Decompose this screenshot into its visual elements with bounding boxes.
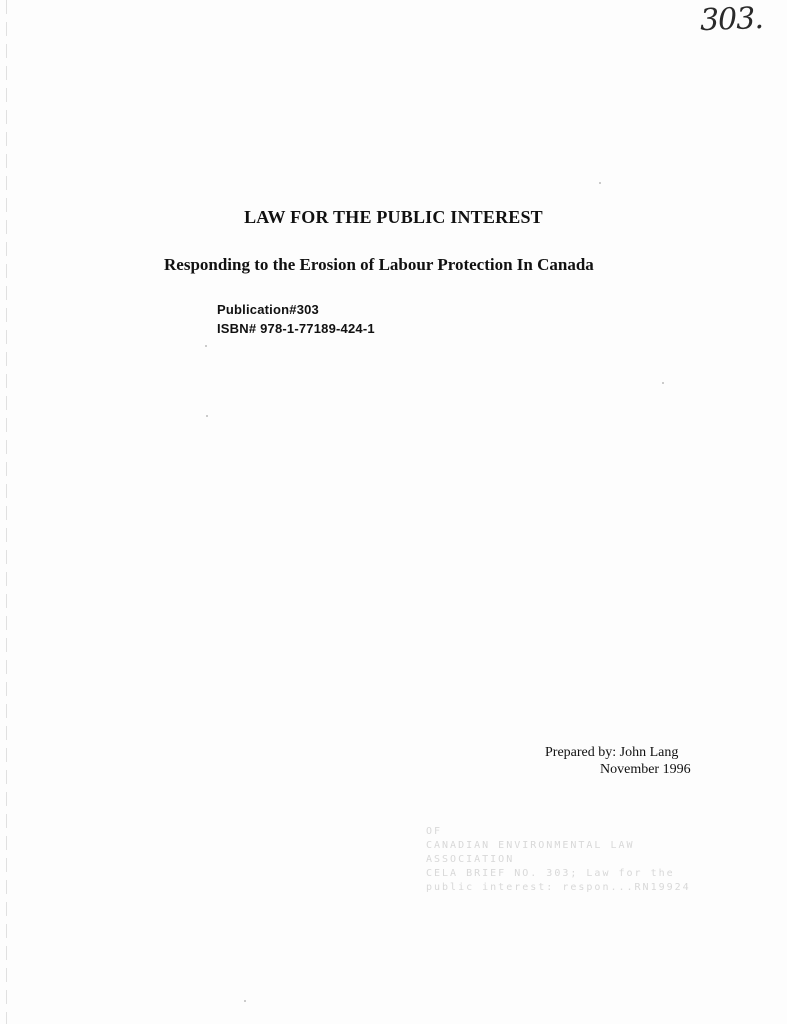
stamp-line-5: public interest: respon...RN19924 xyxy=(426,882,691,893)
prepared-by-block xyxy=(545,744,691,778)
stamp-line-4: CELA BRIEF NO. 303; Law for the xyxy=(426,868,675,879)
scan-speck xyxy=(662,382,664,384)
scan-speck xyxy=(205,345,207,347)
document-title: LAW FOR THE PUBLIC INTEREST xyxy=(244,207,543,227)
scan-speck xyxy=(244,1000,246,1002)
document-subtitle xyxy=(0,255,787,275)
faded-library-stamp xyxy=(426,825,746,895)
stamp-line-3: ASSOCIATION xyxy=(426,854,515,865)
stamp-line-2: CANADIAN ENVIRONMENTAL LAW xyxy=(426,840,635,851)
publication-info xyxy=(217,300,375,338)
prepared-by-line: Prepared by: John Lang xyxy=(545,745,679,760)
scan-speck xyxy=(206,415,208,417)
scan-edge-artifact xyxy=(6,0,7,1024)
scan-speck xyxy=(599,182,601,184)
document-subtitle-text: Responding to the Erosion of Labour Protection In Canada xyxy=(164,255,594,274)
stamp-line-1: OF xyxy=(426,826,443,837)
publication-date: November 1996 xyxy=(600,762,691,777)
isbn-number: ISBN# 978-1-77189-424-1 xyxy=(217,321,375,336)
publication-number: Publication#303 xyxy=(217,302,319,317)
handwritten-page-number: 303. xyxy=(699,0,764,39)
